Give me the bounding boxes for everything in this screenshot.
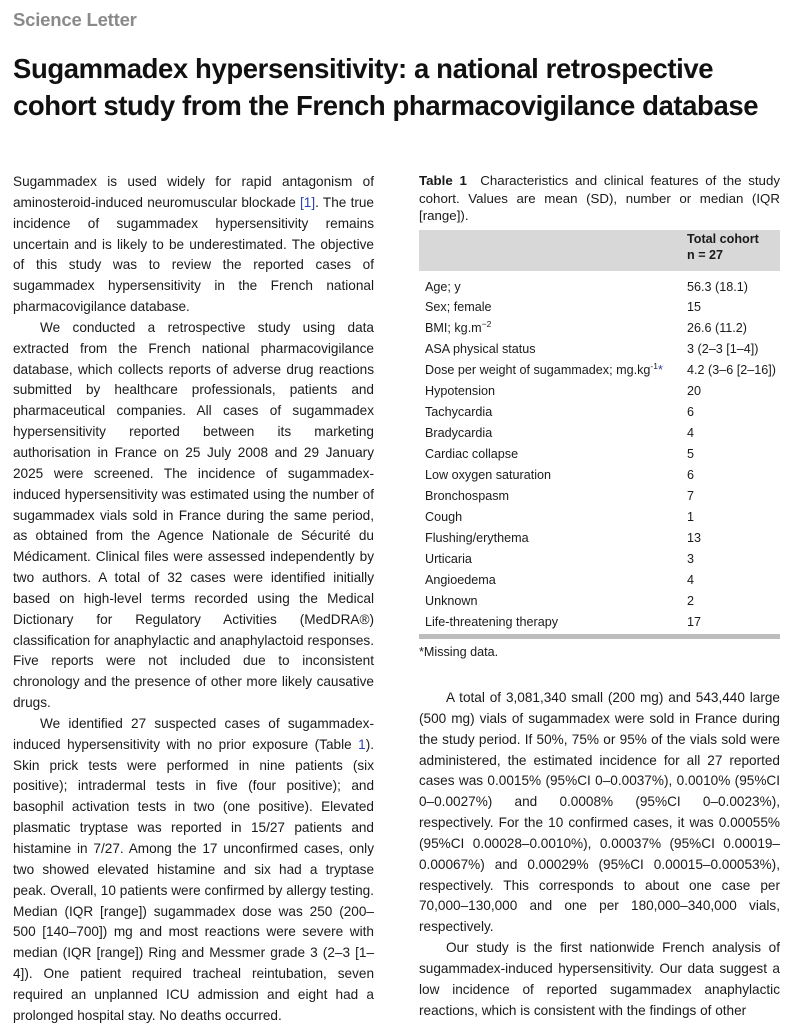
table-row-label: Dose per weight of sugammadex; $mg.kg^{-1}*$ — [425, 360, 663, 377]
table-row-value: 6 — [687, 468, 695, 482]
table-row-label: BMI; $kg.m^{-2}$ — [425, 318, 492, 335]
table-row-label: Life-threatening therapy — [425, 615, 559, 629]
right-column — [419, 688, 780, 1022]
table-header-total-cohort: Total cohort n = 27 — [687, 230, 780, 271]
table-row — [419, 297, 780, 318]
table-row — [419, 486, 780, 507]
table-row — [419, 549, 780, 570]
table-row-label: Flushing/erythema — [425, 531, 529, 545]
table-row-label: Age; y — [425, 279, 461, 294]
table-row-value: 4 — [687, 573, 695, 587]
reference-link-1[interactable]: [1] — [300, 194, 316, 210]
table-row-value: 56.3 (18.1) — [687, 279, 748, 294]
table-row-label: Tachycardia — [425, 405, 493, 419]
table-row — [419, 612, 780, 633]
table-row-value: 13 — [687, 531, 702, 545]
table-row — [419, 528, 780, 549]
table-row — [419, 381, 780, 402]
table-row-label: Bronchospasm — [425, 489, 509, 503]
left-column — [13, 172, 374, 1027]
table-row-value: 6 — [687, 405, 695, 419]
table-row — [419, 423, 780, 444]
table-row-value: 15 — [687, 300, 702, 314]
paragraph-intro: Sugammadex is used widely for rapid antagonism of aminosteroid-induced neuromuscular blockade [1]. The true incidence of sugammadex hypersensitivity remains uncertain and is likely to be underestimated. The objective of this study was to review the reported cases of sugammadex hypersensitivity in the French national pharmacovigilance database. — [13, 174, 374, 315]
table-footnote: *Missing data. — [419, 644, 499, 659]
table-row-value: 17 — [687, 615, 702, 629]
table-row — [419, 318, 780, 339]
table-row-label: Hypotension — [425, 384, 496, 398]
table-header-empty — [419, 230, 687, 271]
table-row-label: Bradycardia — [425, 426, 493, 440]
table-row-value: 7 — [687, 489, 695, 503]
section-label: Science Letter — [13, 9, 137, 30]
table-row-value: 2 — [687, 594, 695, 608]
table-row-label: Cardiac collapse — [425, 447, 519, 461]
table-row-label: Unknown — [425, 594, 478, 608]
table-1 — [419, 172, 780, 659]
table-row — [419, 591, 780, 612]
table-row — [419, 465, 780, 486]
article-title: Sugammadex hypersensitivity: a national retrospective cohort study from the French pharmacovigilance database — [13, 53, 759, 121]
table-row-value: 4.2 (3–6 [2–16]) — [687, 363, 776, 377]
table-row-value: 1 — [687, 510, 695, 524]
paragraph-incidence: A total of 3,081,340 small (200 mg) and 543,440 large (500 mg) vials of sugammadex were sold in France during the study period. If 50%, 75% or 95% of the vials sold were administered, the estimated incidence for all 27 reported cases was 0.0015% (95%CI 0–0.0037%), 0.0010% (95%CI 0–0.0027%) and 0.0008% (95%CI 0–0.0023%), respectively. For the 10 confirmed cases, it was 0.00055% (95%CI 0.00028–0.0010%), 0.00037% (95%CI 0.00019–0.00067%) and 0.00029% (95%CI 0.00015–0.00053%), respectively. This corresponds to about one case per 70,000–130,000 and one per 180,000–340,000 vials, respectively. — [419, 690, 780, 935]
table-header-row — [419, 230, 780, 271]
table-caption: Table 1 Characteristics and clinical features of the study cohort. Values are mean (SD), number or median (IQR [range]). — [419, 173, 780, 223]
table-row-label: Angioedema — [425, 573, 496, 587]
table-row-value: 5 — [687, 447, 695, 461]
table-row-label: Low oxygen saturation — [425, 468, 552, 482]
table-row-value: 26.6 (11.2) — [687, 321, 747, 335]
table-row — [419, 570, 780, 591]
table-row-label: Sex; female — [425, 300, 492, 314]
table-row-value: 20 — [687, 384, 702, 398]
table-row-label: Cough — [425, 510, 463, 524]
paragraph-discussion: Our study is the first nationwide French analysis of sugammadex-induced hypersensitivity. Our data suggest a low incidence of reported sugammadex anaphylactic reactions, which is consistent with the findings of other — [419, 940, 780, 1018]
table-row-label: Urticaria — [425, 552, 472, 566]
paragraph-results: We identified 27 suspected cases of sugammadex-induced hypersensitivity with no prior exposure (Table 1). Skin prick tests were performed in nine patients (six positive); intradermal tests in five (four positive); and basophil activation tests in two (one positive). Elevated plasmatic tryptase was reported in 15/27 patients and histamine in 7/27. Among the 17 unconfirmed cases, only two showed elevated histamine and six had a tryptase peak. Overall, 10 patients were confirmed by allergy testing. Median (IQR [range]) sugammadex dose was 250 (200–500 [140–700]) mg and most reactions were severe with median (IQR [range]) Ring and Messmer grade 3 (2–3 [1–4]). One patient required tracheal reintubation, seven required an unplanned ICU admission and eight had a prolonged hospital stay. No deaths occurred. — [13, 715, 374, 1023]
paragraph-methods: We conducted a retrospective study using data extracted from the French national pharmacovigilance database, which collects reports of adverse drug reactions submitted by healthcare professionals, patients and pharmaceutical companies. All cases of sugammadex hypersensitivity reported between its marketing authorisation in France on 25 July 2008 and 29 January 2025 were screened. The incidence of sugammadex-induced hypersensitivity was estimated using the number of sugammadex vials sold in France during the same period, as obtained from the Agence Nationale de Sécurité du Médicament. Clinical files were assessed independently by two authors. A total of 32 cases were identified initially based on high-level terms recorded using the Medical Dictionary for Regulatory Activities (MedDRA®) classification for anaphylactic and anaphylactoid responses. Five reports were not included due to inconsistent chronology and the presence of other more likely causative drugs. — [13, 319, 374, 711]
table-1-link[interactable]: 1 — [358, 736, 366, 752]
table-row — [419, 360, 780, 381]
table-row — [419, 507, 780, 528]
table-row-label: ASA physical status — [425, 342, 536, 356]
table-row — [419, 444, 780, 465]
table-1-grid — [419, 230, 780, 633]
table-row — [419, 271, 780, 297]
table-row — [419, 402, 780, 423]
table-row-value: 4 — [687, 426, 695, 440]
table-bottom-rule — [419, 634, 780, 639]
table-row-value: 3 — [687, 552, 695, 566]
table-row — [419, 339, 780, 360]
table-row-value: 3 (2–3 [1–4]) — [687, 342, 759, 356]
